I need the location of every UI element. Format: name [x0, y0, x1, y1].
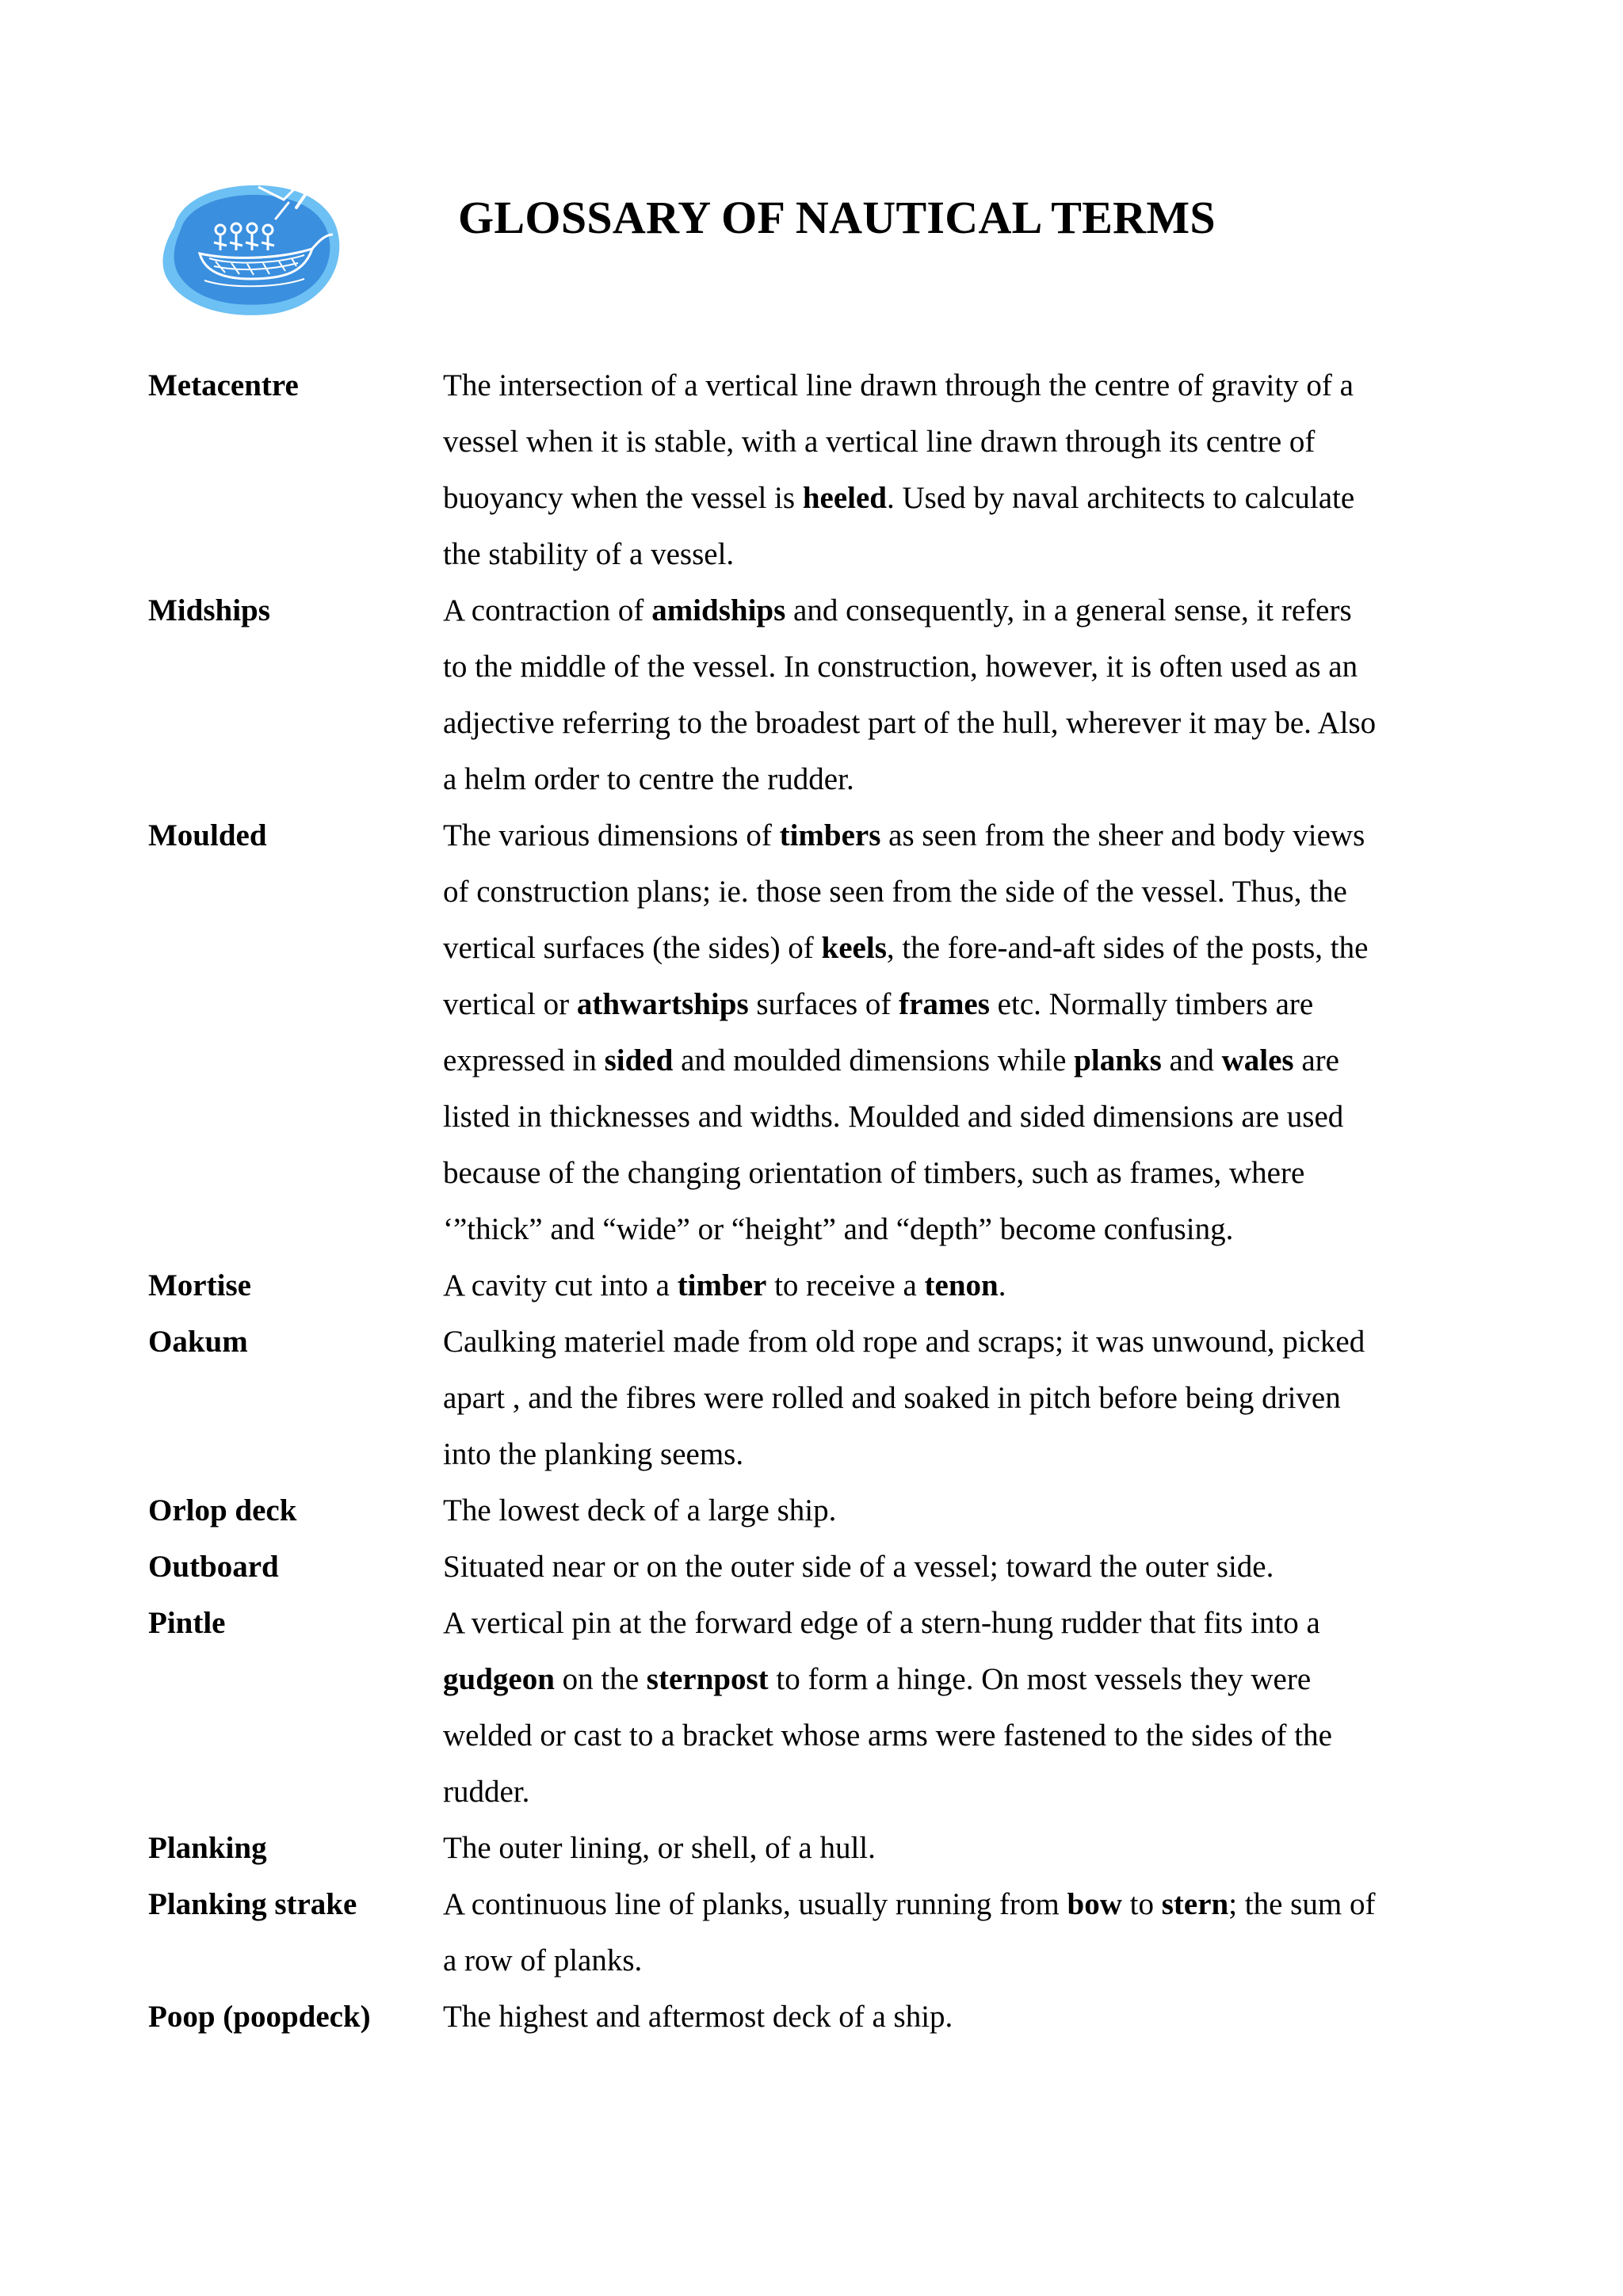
- definition-text: .: [998, 1268, 1006, 1302]
- glossary-term: Poop (poopdeck): [148, 2000, 371, 2034]
- glossary-definition: [443, 1539, 1382, 1595]
- glossary-entry: [148, 1820, 1384, 1876]
- glossary-entry: [148, 1595, 1384, 1820]
- definition-text: and: [1161, 1043, 1222, 1077]
- definition-text: A cavity cut into a: [443, 1268, 678, 1302]
- cross-reference-term: gudgeon: [443, 1662, 555, 1696]
- glossary-entry: [148, 1257, 1384, 1314]
- glossary-definition: [443, 1257, 1382, 1314]
- glossary-entry: [148, 807, 1384, 1257]
- glossary-definition: [443, 1820, 1382, 1876]
- definition-text: . Used by naval architects to calculate the stability of a vessel.: [443, 481, 1355, 571]
- glossary-entry: [148, 582, 1384, 807]
- definition-text: and consequently, in a general sense, it refers to the middle of the vessel. In construction, however, it is often used as an adjective referring to the broadest part of the hull, wherever it may be. Also a helm order to centre the rudder.: [443, 593, 1377, 796]
- cross-reference-term: timbers: [779, 818, 881, 852]
- glossary-term: Metacentre: [148, 368, 299, 402]
- page-title: GLOSSARY OF NAUTICAL TERMS: [458, 192, 1216, 243]
- definition-text: surfaces of: [748, 987, 899, 1021]
- glossary-entry: [148, 1989, 1384, 2045]
- cross-reference-term: bow: [1067, 1887, 1122, 1921]
- glossary-definition: [443, 582, 1382, 807]
- definition-text: etc. Normally timbers are expressed in: [443, 987, 1314, 1077]
- glossary-definition: [443, 1482, 1382, 1539]
- cross-reference-term: athwartships: [576, 987, 749, 1021]
- definition-text: A vertical pin at the forward edge of a stern-hung rudder that fits into a: [443, 1606, 1320, 1640]
- glossary-definition: [443, 357, 1382, 582]
- glossary-term: Pintle: [148, 1606, 226, 1640]
- definition-text: A contraction of: [443, 593, 652, 627]
- glossary-definition: [443, 1595, 1382, 1820]
- definition-text: The various dimensions of: [443, 818, 780, 852]
- definition-text: The outer lining, or shell, of a hull.: [443, 1831, 876, 1865]
- cross-reference-term: amidships: [651, 593, 786, 627]
- glossary-definition: [443, 1314, 1382, 1482]
- glossary-term: Mortise: [148, 1268, 251, 1302]
- cross-reference-term: heeled: [802, 481, 887, 515]
- glossary-term: Planking: [148, 1831, 267, 1865]
- glossary-term: Orlop deck: [148, 1493, 297, 1527]
- cross-reference-term: sternpost: [646, 1662, 769, 1696]
- cross-reference-term: planks: [1074, 1043, 1162, 1077]
- rowing-boat-logo-icon: [157, 179, 342, 318]
- definition-text: , the fore-and-aft sides of the posts, the vertical or: [443, 931, 1369, 1021]
- definition-text: as seen from the sheer and body views of construction plans; ie. those seen from the side of the vessel. Thus, the vertical surfaces (the sides) of: [443, 818, 1365, 965]
- definition-text: The lowest deck of a large ship.: [443, 1493, 837, 1527]
- definition-text: on the: [554, 1662, 647, 1696]
- cross-reference-term: stern: [1161, 1887, 1229, 1921]
- cross-reference-term: frames: [899, 987, 990, 1021]
- cross-reference-term: timber: [677, 1268, 767, 1302]
- cross-reference-term: tenon: [924, 1268, 999, 1302]
- definition-text: The highest and aftermost deck of a ship.: [443, 2000, 953, 2034]
- cross-reference-term: sided: [604, 1043, 674, 1077]
- cross-reference-term: keels: [821, 931, 887, 965]
- definition-text: Caulking materiel made from old rope and scraps; it was unwound, picked apart , and the fibres were rolled and soaked in pitch before being driven into the planking seems.: [443, 1325, 1365, 1471]
- glossary-list: [148, 357, 1384, 2045]
- glossary-entry: [148, 1876, 1384, 1989]
- definition-text: Situated near or on the outer side of a vessel; toward the outer side.: [443, 1550, 1274, 1584]
- definition-text: to form a hinge. On most vessels they were welded or cast to a bracket whose arms were fastened to the sides of the rudder.: [443, 1662, 1332, 1809]
- cross-reference-term: wales: [1221, 1043, 1294, 1077]
- definition-text: are listed in thicknesses and widths. Moulded and sided dimensions are used because of the changing orientation of timbers, such as frames, where ‘”thick” and “wide” or “height” and “depth” become confusing.: [443, 1043, 1344, 1246]
- glossary-term: Midships: [148, 593, 270, 627]
- glossary-term: Moulded: [148, 818, 267, 852]
- glossary-term: Planking strake: [148, 1887, 357, 1921]
- definition-text: and moulded dimensions while: [673, 1043, 1075, 1077]
- glossary-term: Oakum: [148, 1325, 248, 1359]
- glossary-entry: [148, 1314, 1384, 1482]
- glossary-definition: [443, 1989, 1382, 2045]
- definition-text: The intersection of a vertical line drawn through the centre of gravity of a vessel when it is stable, with a vertical line drawn through its centre of buoyancy when the vessel is: [443, 368, 1354, 515]
- definition-text: A continuous line of planks, usually running from: [443, 1887, 1067, 1921]
- glossary-entry: [148, 1482, 1384, 1539]
- definition-text: ; the sum of a row of planks.: [443, 1887, 1376, 1978]
- definition-text: to: [1121, 1887, 1162, 1921]
- definition-text: to receive a: [766, 1268, 925, 1302]
- glossary-term: Outboard: [148, 1550, 279, 1584]
- glossary-entry: [148, 1539, 1384, 1595]
- glossary-entry: [148, 357, 1384, 582]
- glossary-definition: [443, 1876, 1382, 1989]
- glossary-definition: [443, 807, 1382, 1257]
